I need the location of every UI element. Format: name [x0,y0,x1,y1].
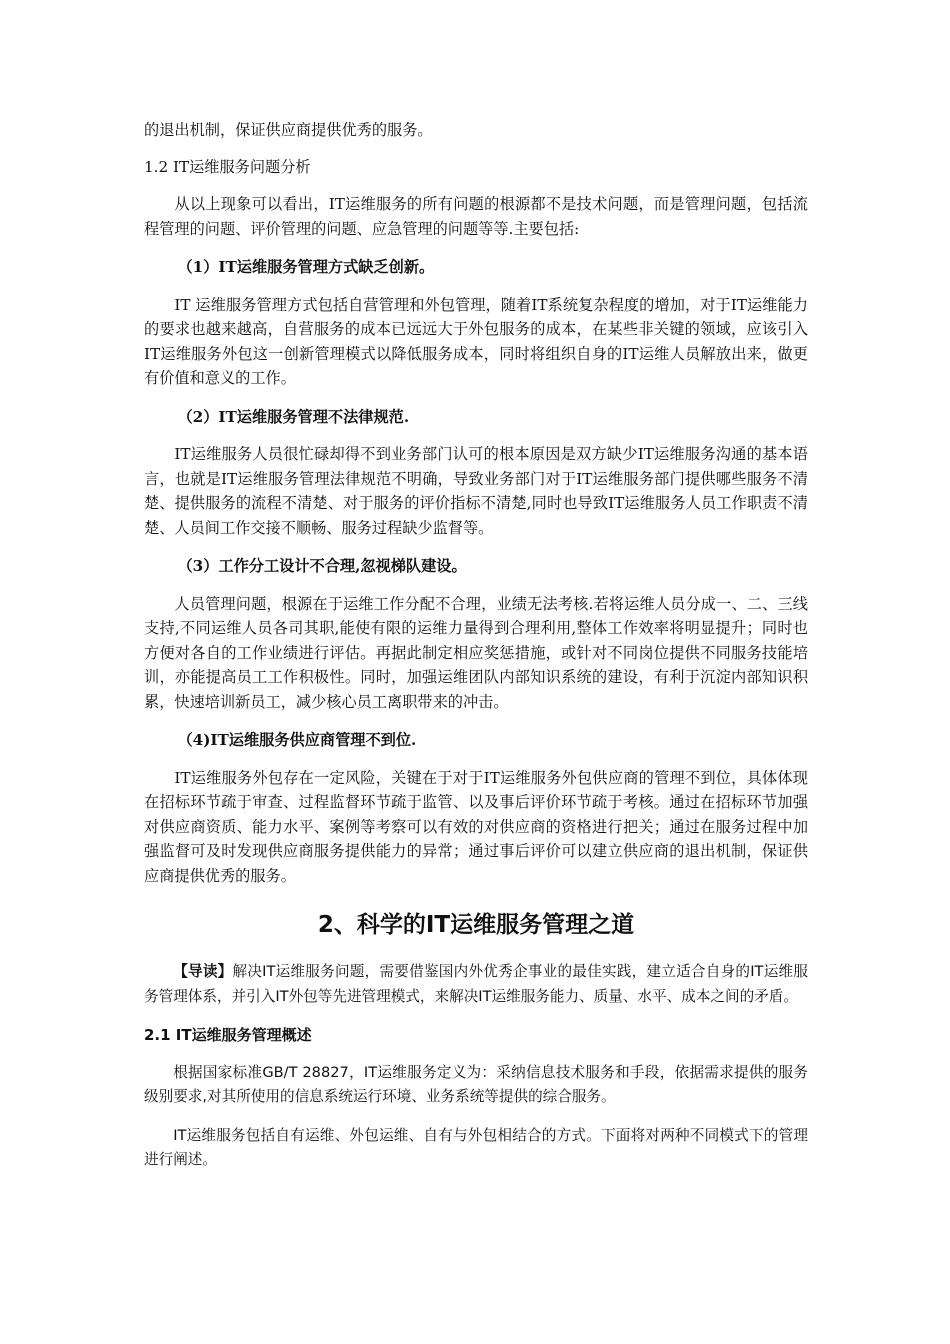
item-2-body: IT运维服务人员很忙碌却得不到业务部门认可的根本原因是双方缺少IT运维服务沟通的基本语言，也就是IT运维服务管理法律规范不明确，导致业务部门对于IT运维服务部门提供哪些服务不清楚、提供服务的流程不清楚、对于服务的评价指标不清楚,同时也导致IT运维服务人员工作职责不清楚、人员间工作交接不顺畅、服务过程缺少监督等。 [144,445,808,537]
intro-text: 解决IT运维服务问题，需要借鉴国内外优秀企事业的最佳实践，建立适合自身的IT运维服务管理体系，并引入IT外包等先进管理模式，来解决IT运维服务能力、质量、水平、成本之间的矛盾。 [144,963,808,1005]
section-2-1-para-2: IT运维服务包括自有运维、外包运维、自有与外包相结合的方式。下面将对两种不同模式下的管理进行阐述。 [144,1126,808,1168]
chapter-2-title: 2、科学的IT运维服务管理之道 [317,912,635,938]
item-1-body: IT 运维服务管理方式包括自营管理和外包管理，随着IT系统复杂程度的增加，对于IT运维能力的要求也越来越高，自营服务的成本已远远大于外包服务的成本，在某些非关键的领域，应该引入IT运维服务外包这一创新管理模式以降低服务成本，同时将组织自身的IT运维人员解放出来，做更有价值和意义的工作。 [144,295,808,387]
section-2-1-para-1: 根据国家标准GB/T 28827，IT运维服务定义为：采纳信息技术服务和手段，依据需求提供的服务级别要求,对其所使用的信息系统运行环境、业务系统等提供的综合服务。 [144,1063,808,1105]
item-1-heading: （1）IT运维服务管理方式缺乏创新。 [177,258,435,276]
intro-label: 【导读】 [173,963,233,980]
item-3-heading: （3）工作分工设计不合理,忽视梯队建设。 [177,557,467,575]
document-page [144,118,808,1187]
chapter-2-intro [144,960,808,1009]
section-1-2-intro: 从以上现象可以看出，IT运维服务的所有问题的根源都不是技术问题，而是管理问题，包括流程管理的问题、评价管理的问题、应急管理的问题等等.主要包括: [144,195,808,238]
section-2-1-heading: 2.1 IT运维服务管理概述 [144,1026,312,1044]
item-2-heading: （2）IT运维服务管理不法律规范. [177,407,410,426]
item-3-body: 人员管理问题，根源在于运维工作分配不合理，业绩无法考核.若将运维人员分成一、二、三线支持,不同运维人员各司其职,能使有限的运维力量得到合理利用,整体工作效率将明显提升；同时也方便对各自的工作业绩进行评估。再据此制定相应奖惩措施，或针对不同岗位提供不同服务技能培训，亦能提高员工工作积极性。同时，加强运维团队内部知识系统的建设，有利于沉淀内部知识积累，快速培训新员工，减少核心员工离职带来的冲击。 [144,594,808,711]
item-4-heading: （4)IT运维服务供应商管理不到位. [177,731,417,749]
section-1-2-heading: 1.2 IT运维服务问题分析 [144,157,311,176]
continuation-text: 的退出机制，保证供应商提供优秀的服务。 [144,121,433,139]
item-4-body: IT运维服务外包存在一定风险，关键在于对于IT运维服务外包供应商的管理不到位，具体体现在招标环节疏于审查、过程监督环节疏于监管、以及事后评价环节疏于考核。通过在招标环节加强对供应商资质、能力水平、案例等考察可以有效的对供应商的资格进行把关；通过在服务过程中加强监督可及时发现供应商服务提供能力的异常；通过事后评价可以建立供应商的退出机制，保证供应商提供优秀的服务。 [144,768,808,885]
